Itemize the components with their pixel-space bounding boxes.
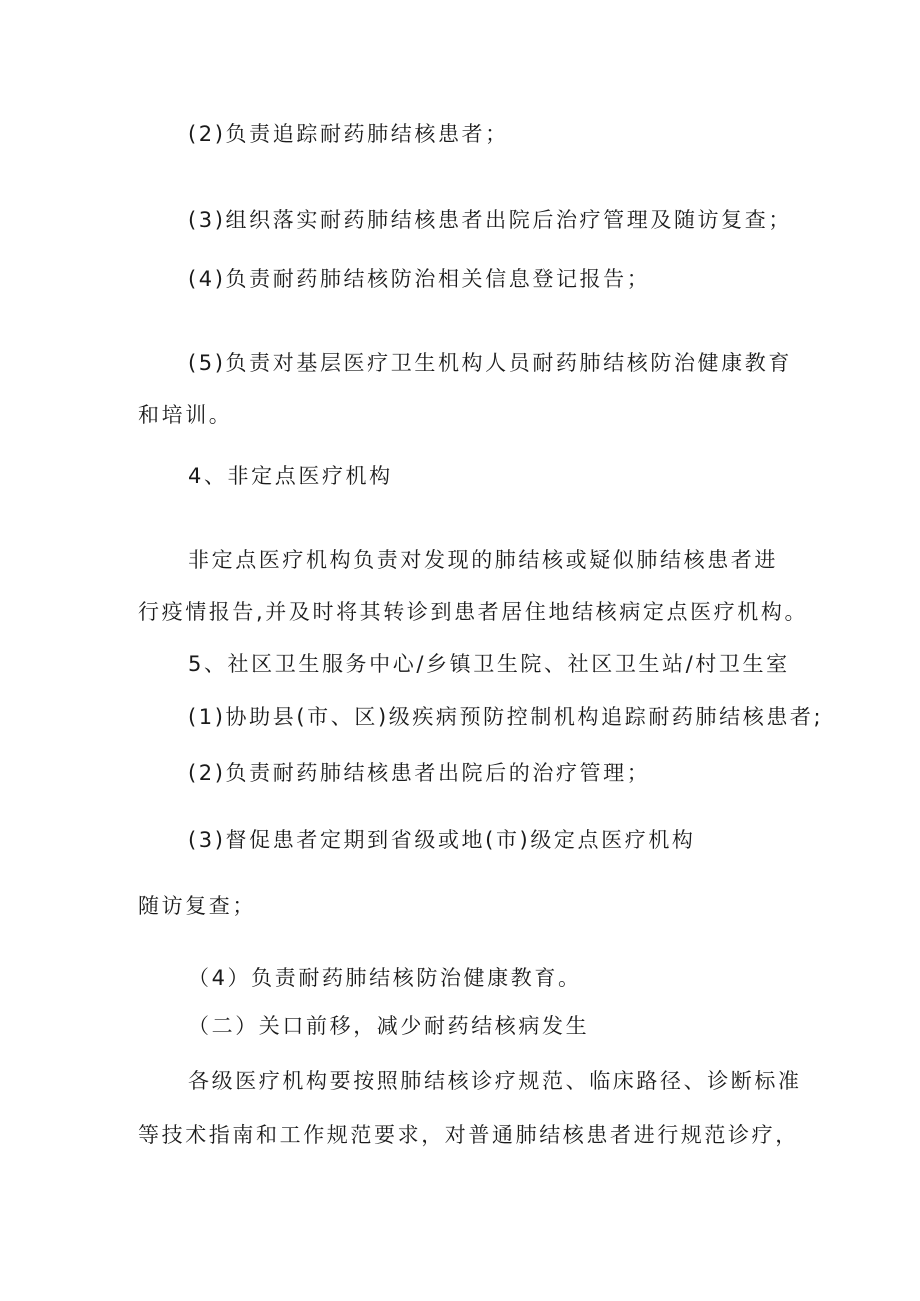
text-line-1: (2)负责追踪耐药肺结核患者； bbox=[188, 122, 509, 146]
text-line-17: 等技术指南和工作规范要求，对普通肺结核患者进行规范诊疗， bbox=[138, 1123, 799, 1147]
section-heading-5: 5、社区卫生服务中心/乡镇卫生院、社区卫生站/村卫生室 bbox=[188, 652, 790, 676]
text-line-4: (5)负责对基层医疗卫生机构人员耐药肺结核防治健康教育 bbox=[188, 351, 792, 375]
section-heading-4: 4、非定点医疗机构 bbox=[188, 464, 393, 488]
text-line-16: 各级医疗机构要按照肺结核诊疗规范、临床路径、诊断标准 bbox=[188, 1069, 802, 1093]
text-line-13: 随访复查； bbox=[138, 894, 256, 918]
text-line-8: 行疫情报告,并及时将其转诊到患者居住地结核病定点医疗机构。 bbox=[138, 600, 809, 624]
text-line-11: (2)负责耐药肺结核患者出院后的治疗管理； bbox=[188, 761, 651, 785]
text-line-10: (1)协助县(市、区)级疾病预防控制机构追踪耐药肺结核患者; bbox=[188, 705, 824, 729]
text-line-5: 和培训。 bbox=[138, 403, 233, 427]
text-line-2: (3)组织落实耐药肺结核患者出院后治疗管理及随访复查； bbox=[188, 208, 792, 232]
text-line-14: （4）负责耐药肺结核防治健康教育。 bbox=[188, 966, 582, 990]
text-line-3: (4)负责耐药肺结核防治相关信息登记报告； bbox=[188, 267, 651, 291]
text-line-7: 非定点医疗机构负责对发现的肺结核或疑似肺结核患者进 bbox=[188, 548, 778, 572]
text-line-12: (3)督促患者定期到省级或地(市)级定点医疗机构 bbox=[188, 828, 696, 852]
section-heading-2: （二）关口前移，减少耐药结核病发生 bbox=[188, 1014, 590, 1038]
